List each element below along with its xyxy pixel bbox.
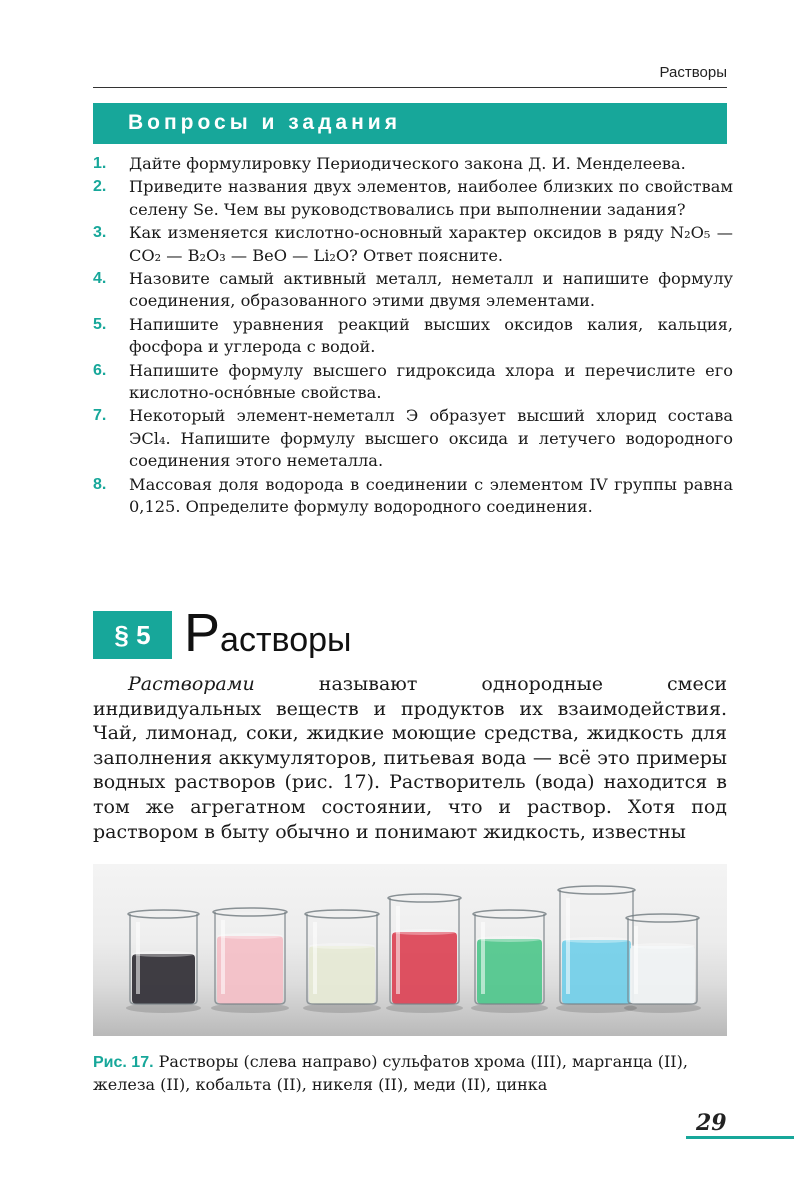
question-item: 2. Приведите названия двух элементов, наиболее близких по свойствам селену Se. Чем вы руководствовались при выполнении задания? — [93, 177, 733, 219]
glass-highlight — [313, 922, 317, 994]
figure-caption — [93, 1051, 733, 1096]
glass-highlight — [634, 926, 638, 994]
questions-title: Вопросы и задания — [128, 111, 401, 134]
beakers-illustration — [93, 864, 727, 1036]
glass-highlight — [566, 898, 570, 994]
question-item: 4. Назовите самый активный металл, неметалл и напишите формулу соединения, образованного этими двумя элементами. — [93, 269, 733, 311]
body-text: называют однородные смеси индивидуальных веществ и продуктов их взаимодействия. Чай, лимонад, соки, жидкие моющие средства, жидкость для заполнения аккумуляторов, питьевая вода — всё это примеры водных растворов (рис. 17). Растворитель (вода) находится в том же агрегатном состоянии, что и раствор. Хотя под раствором в быту обычно и понимают жидкость, известны — [93, 673, 727, 843]
paragraph-number-badge: § 5 — [93, 611, 172, 659]
paragraph-title — [184, 603, 352, 663]
question-item: 5. Напишите уравнения реакций высших оксидов калия, кальция, фосфора и углерода с водой. — [93, 314, 733, 357]
beaker-zinc-sulfate — [624, 914, 701, 1013]
glass-highlight — [396, 906, 400, 994]
page-number-rule — [686, 1136, 794, 1139]
paragraph-title-initial: Р — [184, 603, 221, 663]
beaker-glass — [475, 914, 544, 1004]
question-item: 7. Некоторый элемент-неметалл Э образует высший хлорид состава ЭCl₄. Напишите формулу высшего оксида и летучего водородного соединения этого неметалла. — [93, 406, 733, 471]
caption-text: Растворы (слева направо) сульфатов хрома (III), марганца (II), железа (II), кобальта (II), никеля (II), меди (II), цинка — [93, 1052, 688, 1094]
running-title: Растворы — [659, 64, 727, 81]
beaker-chromium-sulfate — [126, 910, 201, 1013]
beaker-glass — [307, 914, 377, 1004]
beaker-glass — [390, 898, 459, 1004]
questions-list — [93, 153, 733, 520]
beaker-glass — [130, 914, 197, 1004]
header-rule — [93, 87, 727, 88]
beaker-cobalt-sulfate — [386, 894, 463, 1013]
beaker-nickel-sulfate — [471, 910, 548, 1013]
beaker-glass — [560, 890, 633, 1004]
glass-highlight — [221, 920, 225, 994]
paragraph-title-rest: астворы — [220, 621, 352, 659]
body-paragraph — [93, 672, 727, 844]
glass-highlight — [136, 922, 140, 994]
page-number: 29 — [696, 1110, 727, 1136]
question-item: 3. Как изменяется кислотно-основный характер оксидов в ряду N₂O₅ — CO₂ — B₂O₃ — BeO — Li₂O? Ответ поясните. — [93, 223, 733, 265]
question-item: 1. Дайте формулировку Периодического закона Д. И. Менделеева. — [93, 154, 686, 173]
beaker-copper-sulfate — [556, 886, 637, 1013]
figure-photo — [93, 864, 727, 1036]
figure-label: Рис. 17. — [93, 1054, 154, 1071]
beaker-glass — [215, 912, 285, 1004]
beaker-iron-sulfate — [303, 910, 381, 1013]
glass-highlight — [481, 922, 485, 994]
definition-term: Растворами — [128, 673, 255, 695]
beaker-manganese-sulfate — [211, 908, 289, 1013]
question-item: 8. Массовая доля водорода в соединении с элементом IV группы равна 0,125. Определите формулу водородного соединения. — [93, 474, 733, 517]
question-item: 6. Напишите формулу высшего гидроксида хлора и перечислите его кислотно-осно́вные свойства. — [93, 360, 733, 403]
beaker-glass — [628, 918, 697, 1004]
questions-banner — [93, 103, 727, 144]
